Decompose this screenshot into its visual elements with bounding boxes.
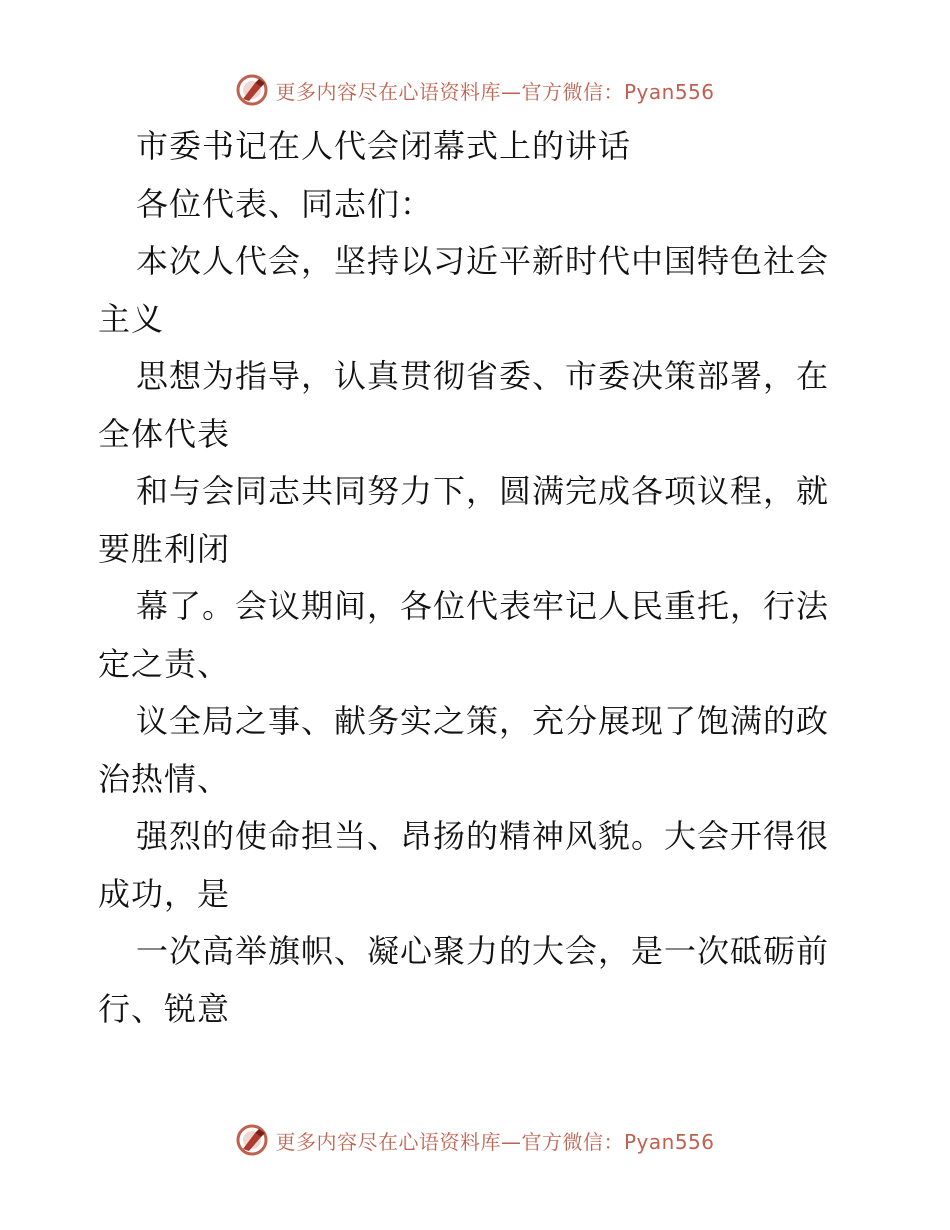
watermark-main: 更多内容尽在心语资料库 bbox=[275, 1129, 501, 1154]
text-line: 全体代表 bbox=[98, 414, 231, 453]
watermark-text bbox=[275, 1126, 714, 1155]
document-body bbox=[98, 118, 858, 1038]
watermark-label: 官方微信： bbox=[521, 1129, 624, 1154]
text-line: 本次人代会，坚持以习近平新时代中国特色社会 bbox=[136, 242, 830, 280]
text-line: 强烈的使命担当、昂扬的精神风貌。大会开得很 bbox=[136, 817, 830, 855]
header-watermark-banner bbox=[0, 70, 950, 110]
footer-watermark-banner bbox=[0, 1120, 950, 1160]
text-line: 市委书记在人代会闭幕式上的讲话 bbox=[136, 127, 632, 165]
text-line: 主义 bbox=[98, 299, 165, 338]
pen-nib-seal-icon bbox=[235, 73, 269, 107]
text-line: 幕了。会议期间，各位代表牢记人民重托，行法 bbox=[136, 587, 830, 625]
text-line: 一次高举旗帜、凝心聚力的大会，是一次砥砺前 bbox=[136, 932, 830, 970]
watermark-handle: Pyan556 bbox=[623, 1129, 715, 1154]
text-line: 思想为指导，认真贯彻省委、市委决策部署，在 bbox=[136, 357, 830, 395]
watermark-handle: Pyan556 bbox=[623, 79, 715, 104]
text-line: 要胜利闭 bbox=[98, 529, 231, 568]
watermark-dash: — bbox=[500, 79, 522, 104]
watermark-main: 更多内容尽在心语资料库 bbox=[275, 79, 501, 104]
text-line: 成功，是 bbox=[98, 874, 231, 913]
text-line: 行、锐意 bbox=[98, 989, 231, 1028]
watermark-label: 官方微信： bbox=[521, 79, 624, 104]
text-line: 治热情、 bbox=[98, 759, 231, 798]
pen-nib-seal-icon bbox=[235, 1123, 269, 1157]
text-line: 和与会同志共同努力下，圆满完成各项议程，就 bbox=[136, 472, 830, 510]
watermark-text bbox=[275, 76, 714, 105]
text-line: 各位代表、同志们： bbox=[136, 184, 434, 223]
text-line: 议全局之事、献务实之策，充分展现了饱满的政 bbox=[136, 702, 830, 740]
text-line: 定之责、 bbox=[98, 644, 231, 683]
watermark-dash: — bbox=[500, 1129, 522, 1154]
